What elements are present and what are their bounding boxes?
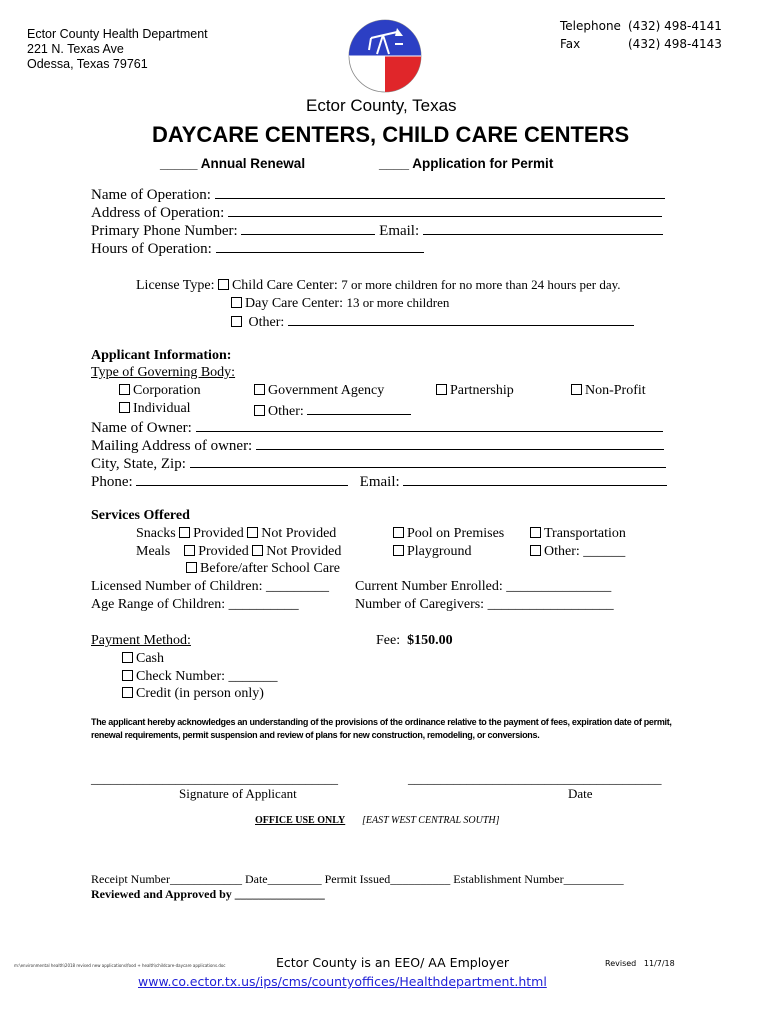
health-department-link[interactable]: www.co.ector.tx.us/ips/cms/countyoffices/Healthdepartment.html — [138, 974, 547, 989]
revised-date: 11/7/18 — [643, 959, 675, 968]
licensed-number-blank[interactable]: _________ — [265, 579, 329, 594]
revised-info — [605, 959, 675, 968]
receipt-row: Receipt Number____________ Date_________ Permit Issued__________ Establishment Number__________ — [91, 872, 624, 886]
city-address: Odessa, Texas 79761 — [27, 57, 148, 71]
enrolled-blank[interactable]: _______________ — [506, 579, 612, 594]
fee-value: $150.00 — [407, 633, 453, 648]
meals-provided-checkbox[interactable] — [184, 545, 195, 556]
corporation-checkbox[interactable] — [119, 384, 130, 395]
acknowledgement-text: The applicant hereby acknowledges an understanding of the provisions of the ordinance relative to the payment of fees, expiration date of permit, renewal requirements, permit suspension and review of plans for new construction, remodeling, or conversions. — [91, 717, 672, 740]
cash-option — [122, 651, 164, 667]
fax-label: Fax — [560, 37, 581, 51]
day-care-checkbox[interactable] — [231, 297, 242, 308]
transportation-option — [530, 526, 626, 542]
snacks-row — [136, 526, 336, 542]
owner-name-row — [91, 418, 663, 437]
fee-label: Fee: — [376, 633, 401, 648]
primary-phone-label: Primary Phone Number: — [91, 223, 238, 239]
credit-label: Credit (in person only) — [136, 686, 264, 701]
partnership-label: Partnership — [450, 383, 514, 398]
partnership-option — [436, 383, 514, 399]
county-seal-logo — [347, 18, 423, 94]
owner-name-field[interactable] — [196, 418, 663, 432]
before-after-checkbox[interactable] — [186, 562, 197, 573]
permit-blank: ____ — [379, 156, 410, 171]
check-label: Check Number: — [136, 669, 226, 684]
snacks-not-provided-checkbox[interactable] — [247, 527, 258, 538]
governing-other-field[interactable] — [307, 401, 411, 415]
owner-name-label: Name of Owner: — [91, 420, 192, 436]
nonprofit-checkbox[interactable] — [571, 384, 582, 395]
caregivers-row — [355, 597, 614, 613]
city-state-zip-label: City, State, Zip: — [91, 456, 186, 472]
contact-numbers — [560, 17, 722, 53]
department-name: Ector County Health Department — [27, 27, 208, 41]
individual-label: Individual — [133, 401, 191, 416]
government-checkbox[interactable] — [254, 384, 265, 395]
day-care-row — [231, 295, 449, 312]
nonprofit-option — [571, 383, 646, 399]
renewal-label: Annual Renewal — [200, 156, 306, 171]
payment-method-label: Payment Method: — [91, 633, 191, 648]
operation-address-field[interactable] — [228, 203, 662, 217]
meals-not-provided-checkbox[interactable] — [252, 545, 263, 556]
cash-label: Cash — [136, 651, 164, 666]
license-other-field[interactable] — [288, 312, 634, 326]
mailing-address-label: Mailing Address of owner: — [91, 438, 253, 454]
permit-application-option — [379, 156, 553, 171]
mailing-address-field[interactable] — [256, 436, 664, 450]
license-other-row — [231, 312, 634, 331]
page-title: DAYCARE CENTERS, CHILD CARE CENTERS — [152, 122, 630, 147]
file-path: m:\environmental health\2018 revised new applications\food + health\childcare-daycare applications.doc — [14, 963, 226, 968]
snacks-provided-label: Provided — [193, 526, 244, 541]
license-other-checkbox[interactable] — [231, 316, 242, 327]
day-care-label: Day Care Center: — [245, 296, 343, 311]
date-signature-label: Date — [568, 786, 593, 801]
primary-phone-row — [91, 221, 663, 240]
child-care-checkbox[interactable] — [218, 279, 229, 290]
eeo-statement: Ector County is an EEO/ AA Employer — [276, 955, 510, 970]
owner-phone-label: Phone: — [91, 474, 133, 490]
snacks-provided-checkbox[interactable] — [179, 527, 190, 538]
owner-contact-row — [91, 472, 667, 491]
enrolled-label: Current Number Enrolled: — [355, 579, 503, 594]
check-option — [122, 669, 278, 685]
services-other-checkbox[interactable] — [530, 545, 541, 556]
operation-name-label: Name of Operation: — [91, 187, 211, 203]
license-type-row — [136, 277, 621, 294]
cash-checkbox[interactable] — [122, 652, 133, 663]
child-care-label: Child Care Center: — [231, 278, 338, 293]
snacks-label: Snacks — [136, 526, 176, 541]
region-options: [EAST WEST CENTRAL SOUTH] — [362, 815, 500, 826]
corporation-option — [119, 383, 201, 399]
services-other-blank[interactable]: ______ — [583, 544, 626, 559]
snacks-not-provided-label: Not Provided — [261, 526, 337, 541]
age-range-blank[interactable]: __________ — [228, 597, 299, 612]
enrolled-row — [355, 579, 611, 595]
fee-row — [376, 633, 453, 649]
operation-address-label: Address of Operation: — [91, 205, 225, 221]
services-heading: Services Offered — [91, 508, 190, 523]
meals-row — [136, 544, 341, 560]
age-range-label: Age Range of Children: — [91, 597, 226, 612]
hours-field[interactable] — [216, 239, 424, 253]
transportation-checkbox[interactable] — [530, 527, 541, 538]
individual-option — [119, 401, 191, 417]
owner-phone-field[interactable] — [136, 472, 348, 486]
annual-renewal-option — [160, 156, 305, 171]
operation-name-row — [91, 185, 665, 204]
government-label: Government Agency — [268, 383, 385, 398]
renewal-blank: _____ — [160, 156, 198, 171]
meals-label: Meals — [136, 544, 171, 559]
credit-checkbox[interactable] — [122, 687, 133, 698]
before-after-label: Before/after School Care — [200, 561, 340, 576]
services-other-option — [530, 544, 625, 560]
operation-email-field[interactable] — [423, 221, 663, 235]
services-other-label: Other: — [544, 544, 580, 559]
owner-email-label: Email: — [359, 474, 400, 490]
age-range-row — [91, 597, 299, 613]
reviewed-row: Reviewed and Approved by _______________ — [91, 887, 325, 901]
pool-label: Pool on Premises — [407, 526, 505, 541]
licensed-number-row — [91, 579, 329, 595]
applicant-signature-label: Signature of Applicant — [179, 786, 297, 801]
date-signature-line[interactable]: _______________________________________ — [408, 771, 662, 786]
telephone-value: (432) 498-4141 — [628, 19, 722, 33]
partnership-checkbox[interactable] — [436, 384, 447, 395]
permit-label: Application for Permit — [412, 156, 554, 171]
government-option — [254, 383, 384, 399]
day-care-description: 13 or more children — [346, 295, 450, 310]
license-other-label: Other: — [248, 315, 285, 330]
fax-value: (432) 498-4143 — [628, 37, 722, 51]
governing-body-label: Type of Governing Body: — [91, 365, 236, 380]
nonprofit-label: Non-Profit — [585, 383, 646, 398]
governing-other-checkbox[interactable] — [254, 405, 265, 416]
operation-name-field[interactable] — [215, 185, 665, 199]
individual-checkbox[interactable] — [119, 402, 130, 413]
pool-checkbox[interactable] — [393, 527, 404, 538]
child-care-description: 7 or more children for no more than 24 hours per day. — [341, 277, 621, 292]
office-use-label: OFFICE USE ONLY — [255, 815, 346, 826]
hours-row — [91, 239, 424, 258]
caregivers-label: Number of Caregivers: — [355, 597, 485, 612]
license-type-label: License Type: — [136, 278, 215, 293]
city-state-zip-row — [91, 454, 666, 473]
telephone-label: Telephone — [560, 19, 621, 33]
operation-email-label: Email: — [379, 223, 420, 239]
playground-checkbox[interactable] — [393, 545, 404, 556]
county-name: Ector County, Texas — [306, 96, 457, 115]
revised-label: Revised — [605, 959, 637, 968]
governing-other-label: Other: — [268, 404, 304, 419]
meals-provided-label: Provided — [198, 544, 249, 559]
primary-phone-field[interactable] — [241, 221, 375, 235]
applicant-heading: Applicant Information: — [91, 348, 232, 363]
licensed-number-label: Licensed Number of Children: — [91, 579, 263, 594]
check-number-blank[interactable]: _______ — [228, 669, 278, 684]
operation-address-row — [91, 203, 662, 222]
street-address: 221 N. Texas Ave — [27, 42, 124, 56]
corporation-label: Corporation — [133, 383, 201, 398]
check-checkbox[interactable] — [122, 670, 133, 681]
transportation-label: Transportation — [544, 526, 626, 541]
hours-label: Hours of Operation: — [91, 241, 212, 257]
playground-option — [393, 544, 472, 560]
department-address — [27, 27, 208, 72]
pool-option — [393, 526, 504, 542]
playground-label: Playground — [407, 544, 472, 559]
before-after-row — [186, 561, 340, 577]
city-state-zip-field[interactable] — [190, 454, 666, 468]
owner-email-field[interactable] — [403, 472, 667, 486]
meals-not-provided-label: Not Provided — [266, 544, 342, 559]
mailing-address-row — [91, 436, 664, 455]
credit-option — [122, 686, 264, 702]
caregivers-blank[interactable]: __________________ — [487, 597, 614, 612]
applicant-signature-line[interactable]: ______________________________________ — [91, 771, 338, 786]
